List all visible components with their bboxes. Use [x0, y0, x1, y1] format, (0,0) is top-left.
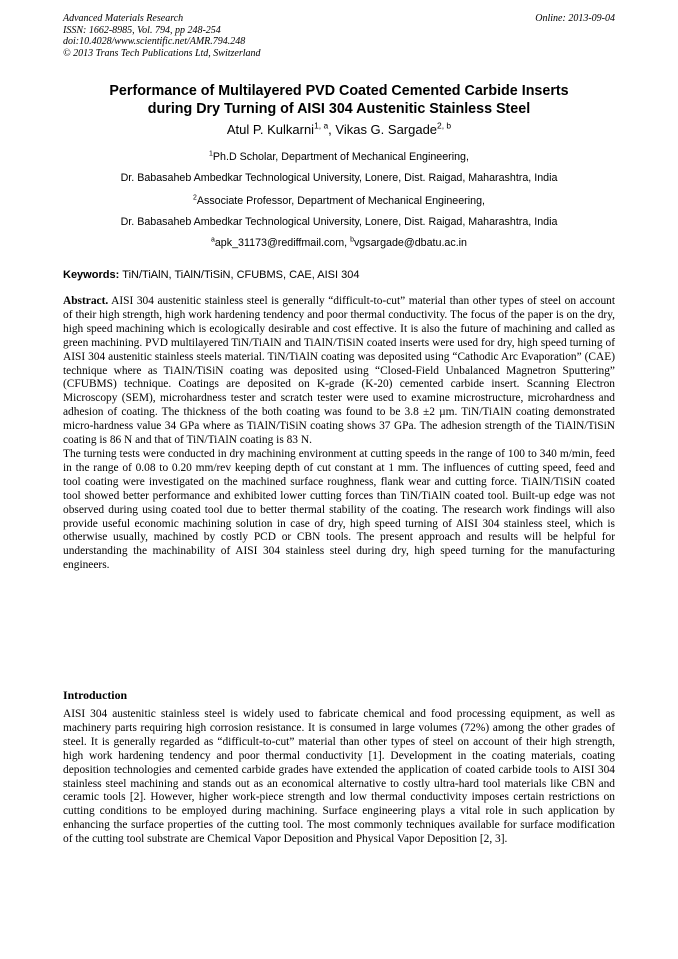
introduction-body — [63, 708, 615, 847]
copyright-line: © 2013 Trans Tech Publications Ltd, Switzerland — [63, 47, 261, 59]
introduction-heading: Introduction — [63, 688, 128, 702]
title-line-2: during Dry Turning of AISI 304 Austenitic Stainless Steel — [147, 101, 531, 117]
doi-line: doi:10.4028/www.scientific.net/AMR.794.248 — [63, 36, 246, 47]
affiliation-2-line-1 — [40, 194, 638, 208]
affiliation-1-line-2: Dr. Babasaheb Ambedkar Technological University, Lonere, Dist. Raigad, Maharashtra, India — [120, 172, 558, 184]
affiliation-1-text: Ph.D Scholar, Department of Mechanical Engineering, — [212, 151, 469, 163]
abstract — [63, 295, 615, 573]
email-line — [40, 236, 638, 250]
affiliation-2-marker: 2 — [193, 194, 197, 202]
author-2: Vikas G. Sargade — [335, 122, 438, 137]
keywords-label: Keywords: — [63, 269, 123, 281]
affiliation-2-line-2: Dr. Babasaheb Ambedkar Technological University, Lonere, Dist. Raigad, Maharashtra, India — [120, 216, 558, 228]
abstract-paragraph-1 — [63, 295, 615, 448]
affiliation-1-line-1 — [40, 150, 638, 164]
affiliation-1-marker: 1 — [209, 150, 213, 158]
author-2-affil: 2, b — [437, 120, 452, 131]
journal-header — [63, 13, 261, 59]
keywords — [63, 268, 359, 282]
email-a-marker: a — [211, 236, 215, 244]
email-a: apk_31173@rediffmail.com, — [214, 237, 351, 249]
journal-name: Advanced Materials Research — [63, 13, 184, 24]
keywords-text: TiN/TiAlN, TiAlN/TiSiN, CFUBMS, CAE, AISI 304 — [122, 269, 360, 281]
author-1-affil: 1, a — [314, 120, 329, 131]
author-separator: , — [328, 122, 336, 137]
abstract-label: Abstract. — [63, 295, 109, 307]
email-b-marker: b — [350, 236, 354, 244]
title-line-1: Performance of Multilayered PVD Coated Cemented Carbide Inserts — [109, 83, 569, 99]
abstract-paragraph-2: The turning tests were conducted in dry machining environment at cutting speeds in the range of 100 to 340 m/min, feed in the range of 0.08 to 0.20 mm/rev keeping depth of cut constant at 1 mm. The influences of cutting speed, feed and tool coating were investigated on the machined surface roughness, flank wear and cutting force. TiAlN/TiSiN coated tool showed better performance and exhibited lower cutting forces than TiN/TiAlN coated tool. Built-up edge was not observed during using coated tool due to better thermal stability of the coating. The research work findings will also provide useful economic machining solution in case of dry, high speed turning of AISI 304 stainless steel, which is otherwise usually, machined by costly PCD or CBN tools. The present approach and results will be helpful for understanding the machinability of AISI 304 stainless steel during dry, high speed turning for the manufacturing engineers. — [63, 447, 615, 572]
paper-title — [63, 82, 615, 118]
author-list — [63, 121, 615, 139]
issn-line: ISSN: 1662-8985, Vol. 794, pp 248-254 — [63, 24, 221, 36]
abstract-text-1: AISI 304 austenitic stainless steel is generally “difficult-to-cut” material than other types of steel on account of their high strength, high work hardening tendency and poor thermal conductivity. The focus of the paper is on the dry, high speed machining which is ecologically desirable and cost effective. It is also the future of machining and called as green machining. PVD multilayered TiN/TiAlN and TiAlN/TiSiN coated inserts were used for dry, high speed turning of AISI 304 austenitic stainless steels material. TiN/TiAlN coating was deposited using “Cathodic Arc Evaporation” (CAE) technique where as TiAlN/TiSiN coating was deposited using “Closed-Field Unbalanced Magnetron Sputtering” (CFUBMS) technique. Coatings are deposited on K-grade (K-20) cemented carbide insert. Scanning Electron Microscopy (SEM), microhardness tester and scratch tester were used to examine microstructure, microhardness and adhesion of coating. The thickness of the both coating was found to be 3.8 ±2 µm. TiN/TiAlN coating demonstrated micro-hardness value 34 GPa where as TiAlN/TiSiN coating shows 37 GPa. The adhesion strength of the TiAlN/TiSiN coating is 86 N and that of TiN/TiAlN coating is 83 N. — [63, 295, 615, 447]
introduction-paragraph-1: AISI 304 austenitic stainless steel is widely used to fabricate chemical and food processing equipment, as well as machinery parts requiring high corrosion resistance. It is consumed in large volumes (72%) among the other grades of steel. It is generally regarded as “difficult-to-cut” material than other types of steel on account of their high strength, high work hardening tendency and poor thermal conductivity [1]. Development in the coating materials, coating deposition technologies and cemented carbide grades have extended the application of coated carbide tools to AISI 304 stainless steel machining and stands out as an economical alternative to costly ultra-hard tool materials like CBN and ceramic tools [2]. However, higher work-piece strength and low thermal conductivity imposes certain restrictions on cutting conditions to be employed during machining. Surface engineering plays a vital role in such application by enhancing the surface properties of the cutting tool. The most commonly techniques available for surface modification of the cutting tool substrate are Chemical Vapor Deposition and Physical Vapor Deposition [2, 3]. — [63, 708, 615, 846]
author-1: Atul P. Kulkarni — [226, 122, 315, 137]
online-date: Online: 2013-09-04 — [535, 13, 615, 24]
affiliation-2-text: Associate Professor, Department of Mechanical Engineering, — [196, 195, 485, 207]
email-b: vgsargade@dbatu.ac.in — [353, 237, 467, 249]
